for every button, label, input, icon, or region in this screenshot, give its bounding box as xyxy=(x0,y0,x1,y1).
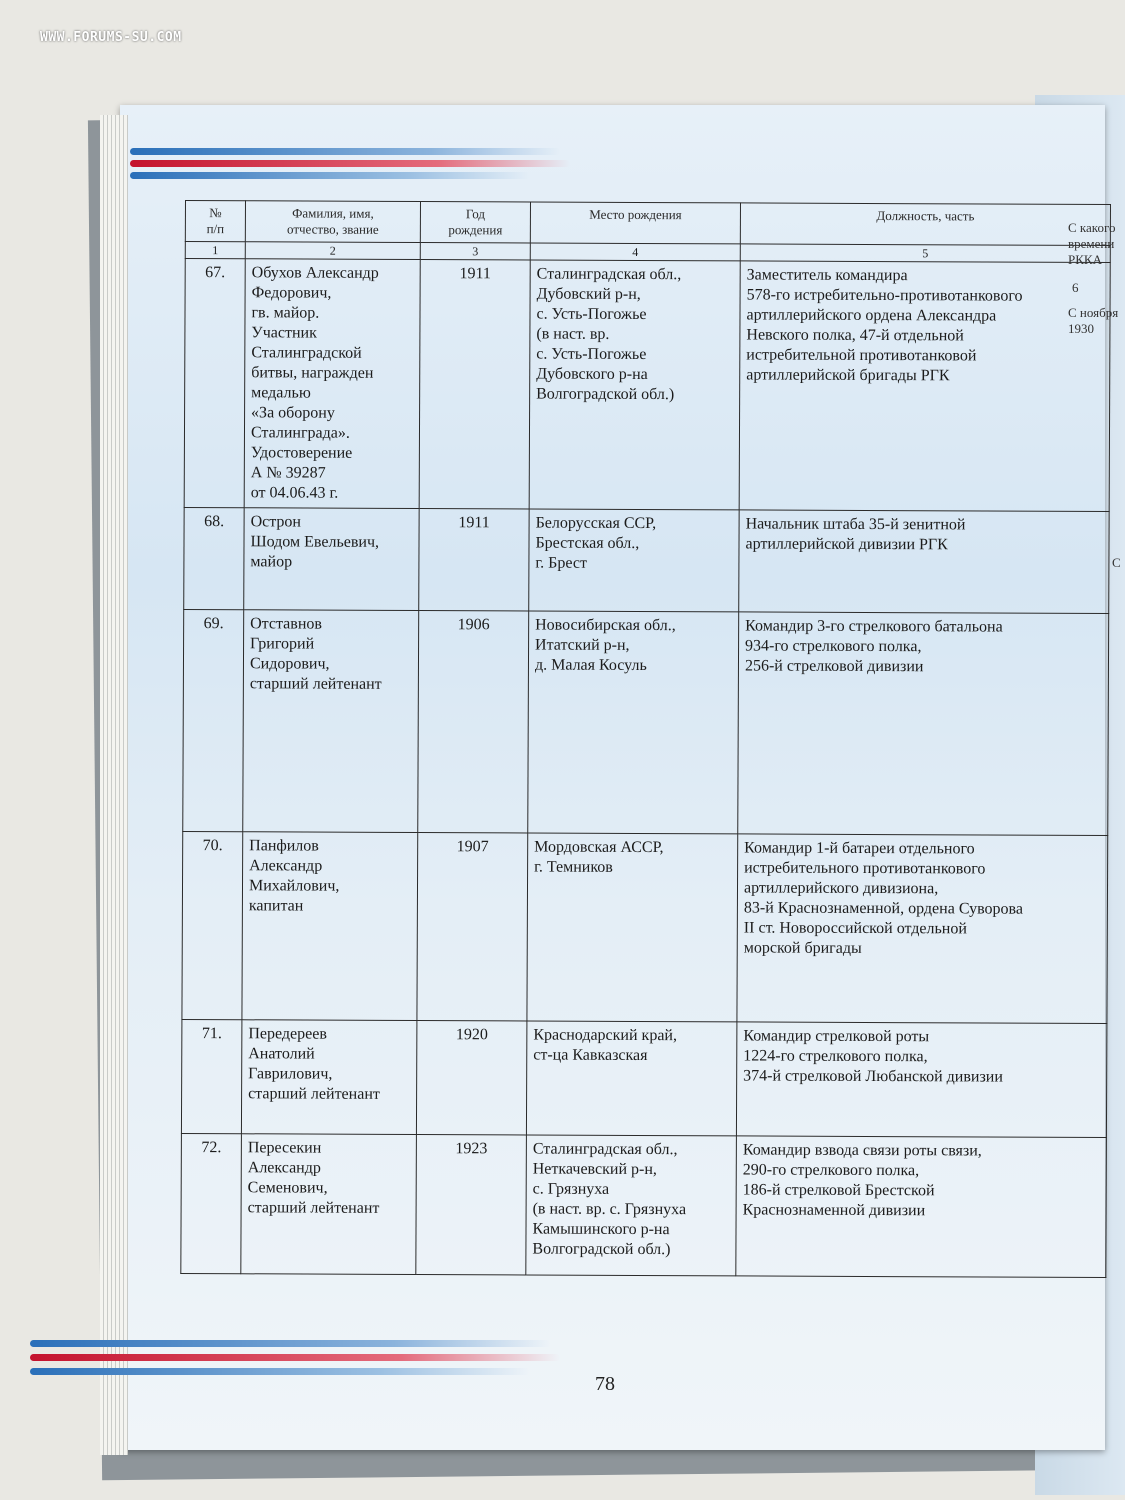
table-row xyxy=(184,259,1110,512)
table-row xyxy=(182,831,1108,1023)
table-row xyxy=(183,609,1109,835)
position: Командир стрелковой роты 1224-го стрелкового полка, 374-й стрелковой Любанской дивизии xyxy=(736,1022,1106,1138)
personnel-table xyxy=(180,200,1111,1278)
birthplace: Мордовская АССР, г. Темников xyxy=(527,833,738,1022)
birth-year: 1923 xyxy=(416,1135,527,1275)
flag-stripe-blue-top xyxy=(130,148,560,155)
column-number: 5 xyxy=(740,244,1110,263)
table-row xyxy=(181,1133,1107,1277)
row-number: 71. xyxy=(181,1019,241,1133)
birth-year: 1911 xyxy=(419,509,529,611)
person-name: Пересекин Александр Семенович, старший лейтенант xyxy=(241,1134,417,1275)
flag-stripe-blue-top-2 xyxy=(130,172,530,179)
position: Командир 1-й батареи отдельного истребительного противотанкового артиллерийского дивизиона, 83-й Краснознаменной, ордена Суворова II ст. Новороссийской отдельной морской бригады xyxy=(737,834,1108,1024)
flag-stripe-blue-bottom xyxy=(30,1340,550,1347)
header-year: Год рождения xyxy=(420,202,530,243)
birthplace: Белорусская ССР, Брестская обл., г. Брест xyxy=(529,509,739,612)
position: Начальник штаба 35-й зенитной артиллерийской дивизии РГК xyxy=(739,510,1109,614)
birth-year: 1906 xyxy=(418,611,529,833)
birth-year: 1920 xyxy=(416,1021,526,1135)
row-number: 72. xyxy=(181,1133,242,1273)
column-number: 4 xyxy=(530,243,740,261)
column-number: 1 xyxy=(185,242,245,259)
position: Командир взвода связи роты связи, 290-го стрелкового полка, 186-й стрелковой Брестской Краснознаменной дивизии xyxy=(736,1136,1107,1278)
position: Заместитель командира 578-го истребительно-противотанкового артиллерийского ордена Александра Невского полка, 47-й отдельной истребительной противотанковой артиллерийской бригады РГК xyxy=(739,261,1110,512)
facing-page-column-fragment: 6 xyxy=(1072,280,1079,295)
row-number: 68. xyxy=(184,507,244,609)
header-number: № п/п xyxy=(185,201,245,242)
header-position: Должность, часть xyxy=(740,203,1110,246)
table-header-row xyxy=(185,201,1110,246)
person-name: Острон Шодом Евельевич, майор xyxy=(244,508,419,611)
row-number: 70. xyxy=(182,831,243,1019)
column-number: 2 xyxy=(245,242,420,260)
person-name: Панфилов Александр Михайлович, капитан xyxy=(242,832,418,1021)
flag-stripe-red-top xyxy=(130,160,570,167)
facing-page-row-fragment-2: С xyxy=(1112,555,1121,570)
facing-page-header-fragment: С какого времени РККА xyxy=(1068,220,1116,267)
person-name: Отставнов Григорий Сидорович, старший лейтенант xyxy=(243,610,419,833)
table-row xyxy=(184,507,1109,613)
column-number: 3 xyxy=(420,243,530,260)
page-number: 78 xyxy=(595,1373,615,1395)
page-edges xyxy=(100,115,128,1455)
header-birthplace: Место рождения xyxy=(530,202,740,244)
birthplace: Сталинградская обл., Неткачевский р-н, с. Грязнуха (в наст. вр. с. Грязнуха Камышинского р-на Волгоградской обл.) xyxy=(526,1135,737,1276)
facing-page-row-fragment: С ноября 1930 xyxy=(1068,305,1119,336)
row-number: 69. xyxy=(183,609,244,831)
table-row xyxy=(181,1019,1106,1137)
person-name: Обухов Александр Федорович, гв. майор. Участник Сталинградской битвы, награжден медалью «За оборону Сталинграда». Удостоверение А № 39287 от 04.06.43 г. xyxy=(244,259,420,509)
person-name: Передереев Анатолий Гаврилович, старший лейтенант xyxy=(241,1020,416,1135)
row-number: 67. xyxy=(184,259,245,508)
header-name: Фамилия, имя, отчество, звание xyxy=(245,201,420,243)
birthplace: Краснодарский край, ст-ца Кавказская xyxy=(526,1021,736,1136)
position: Командир 3-го стрелкового батальона 934-го стрелкового полка, 256-й стрелковой дивизии xyxy=(738,612,1109,836)
flag-stripe-blue-bottom-2 xyxy=(30,1368,530,1375)
birth-year: 1907 xyxy=(417,833,528,1021)
birthplace: Сталинградская обл., Дубовский р-н, с. Усть-Погожье (в наст. вр. с. Усть-Погожье Дубовского р-на Волгоградской обл.) xyxy=(529,260,740,510)
flag-stripe-red-bottom xyxy=(30,1354,560,1361)
birth-year: 1911 xyxy=(419,260,530,509)
birthplace: Новосибирская обл., Итатский р-н, д. Малая Косуль xyxy=(528,611,739,834)
watermark-text: WWW.FORUMS-SU.COM xyxy=(40,30,182,45)
